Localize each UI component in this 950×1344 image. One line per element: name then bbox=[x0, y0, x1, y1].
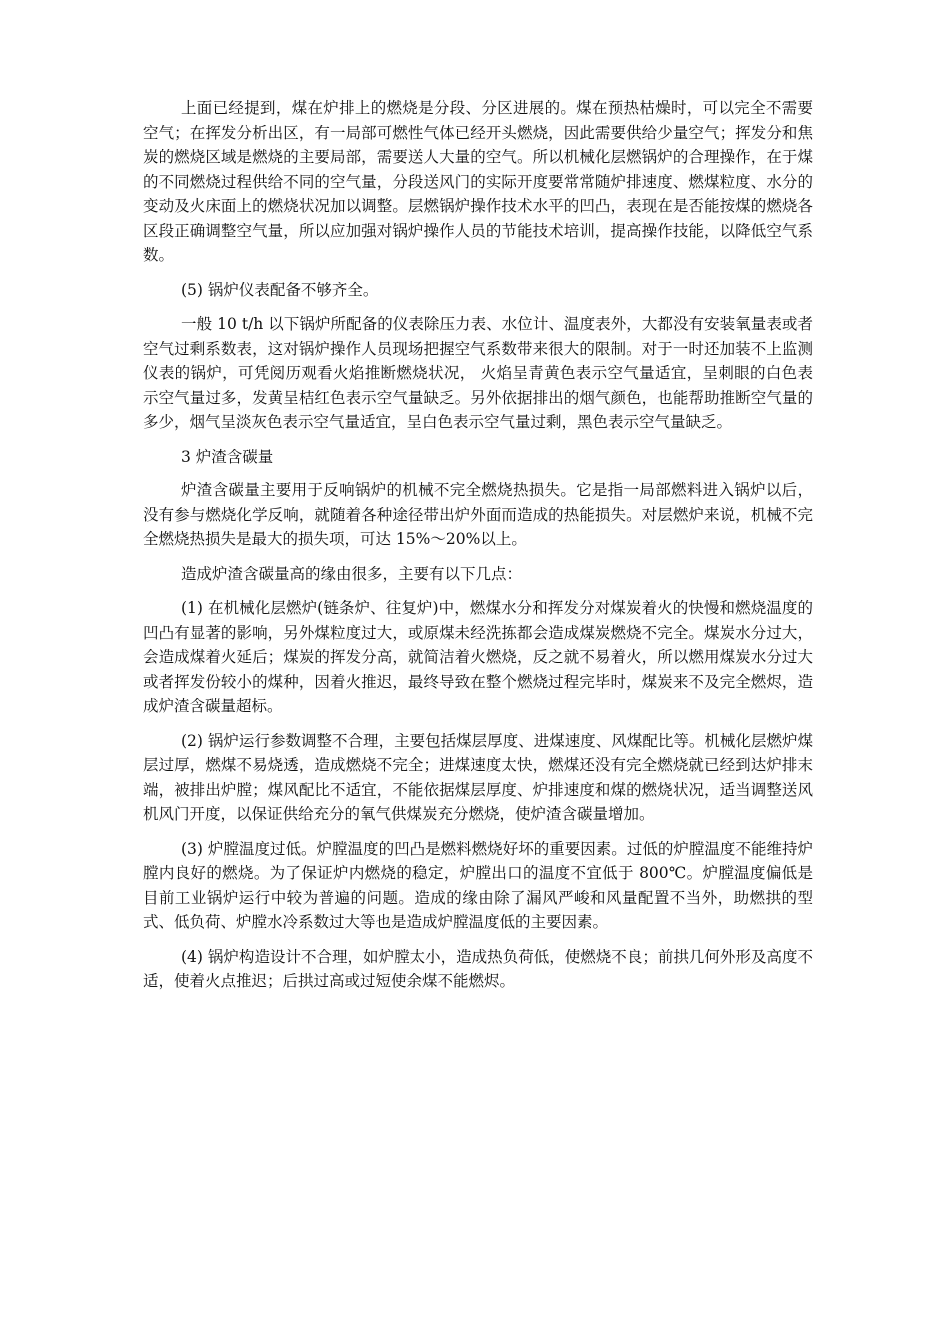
paragraph-cause-4: (4) 锅炉构造设计不合理，如炉膛太小，造成热负荷低，使燃烧不良；前拱几何外形及高度不适，使着火点推迟；后拱过高或过短使余煤不能燃烬。 bbox=[143, 947, 813, 990]
paragraph-cause-1: (1) 在机械化层燃炉(链条炉、往复炉)中，燃煤水分和挥发分对煤炭着火的快慢和燃烧温度的凹凸有显著的影响，另外煤粒度过大，或原煤未经洗拣都会造成煤炭燃烧不完全。煤炭水分过大，会造成煤着火延后；煤炭的挥发分高，就简洁着火燃烧，反之就不易着火，所以燃用煤炭水分过大或者挥发份较小的煤种，因着火推迟，最终导致在整个燃烧过程完毕时，煤炭来不及完全燃烬，造成炉渣含碳量超标。 bbox=[143, 599, 813, 715]
paragraph-causes-intro: 造成炉渣含碳量高的缘由很多，主要有以下几点： bbox=[181, 564, 523, 583]
paragraph-slag-carbon-intro: 炉渣含碳量主要用于反响锅炉的机械不完全燃烧热损失。它是指一局部燃料进入锅炉以后，没有参与燃烧化学反响，就随着各种途径带出炉外面而造成的热能损失。对层燃炉来说，机械不完全燃烧热损失是最大的损失项，可达 15%～20%以上。 bbox=[143, 481, 813, 548]
paragraph-air-staging: 上面已经提到，煤在炉排上的燃烧是分段、分区进展的。煤在预热枯燥时，可以完全不需要空气；在挥发分析出区，有一局部可燃性气体已经开头燃烧，因此需要供给少量空气；挥发分和焦炭的燃烧区域是燃烧的主要局部，需要送人大量的空气。所以机械化层燃锅炉的合理操作，在于煤的不同燃烧过程供给不同的空气量，分段送风门的实际开度要常常随炉排速度、燃煤粒度、水分的变动及火床面上的燃烧状况加以调整。层燃锅炉操作技术水平的凹凸，表现在是否能按煤的燃烧各区段正确调整空气量，所以应加强对锅炉操作人员的节能技术培训，提高操作技能，以降低空气系数。 bbox=[143, 99, 813, 264]
paragraph-cause-2: (2) 锅炉运行参数调整不合理，主要包括煤层厚度、进煤速度、风煤配比等。机械化层燃炉煤层过厚，燃煤不易烧透，造成燃烧不完全；进煤速度太快，燃煤还没有完全燃烧就已经到达炉排末端，被排出炉膛；煤风配比不适宜，不能依据煤层厚度、炉排速度和煤的燃烧状况，适当调整送风机风门开度，以保证供给充分的氧气供煤炭充分燃烧，使炉渣含碳量增加。 bbox=[143, 731, 813, 823]
paragraph-instrumentation: 一般 10 t/h 以下锅炉所配备的仪表除压力表、水位计、温度表外，大都没有安装氧量表或者空气过剩系数表，这对锅炉操作人员现场把握空气系数带来很大的限制。对于一时还加装不上监测仪表的锅炉，可凭阅历观看火焰推断燃烧状况， 火焰呈青黄色表示空气量适宜，呈刺眼的白色表示空气量过多，发黄呈桔红色表示空气量缺乏。另外依据排出的烟气颜色，也能帮助推断空气量的多少，烟气呈淡灰色表示空气量适宜，呈白色表示空气量过剩，黑色表示空气量缺乏。 bbox=[143, 315, 813, 431]
document-page bbox=[143, 96, 813, 1004]
section-heading-slag-carbon: 3 炉渣含碳量 bbox=[181, 447, 274, 466]
paragraph-cause-3: (3) 炉膛温度过低。炉膛温度的凹凸是燃料燃烧好坏的重要因素。过低的炉膛温度不能维持炉膛内良好的燃烧。为了保证炉内燃烧的稳定，炉膛出口的温度不宜低于 800℃。炉膛温度偏低是目前工业锅炉运行中较为普遍的问题。造成的缘由除了漏风严峻和风量配置不当外，助燃拱的型式、低负荷、炉膛水冷系数过大等也是造成炉膛温度低的主要因素。 bbox=[143, 839, 813, 931]
paragraph-item-5-heading: (5) 锅炉仪表配备不够齐全。 bbox=[181, 280, 379, 299]
